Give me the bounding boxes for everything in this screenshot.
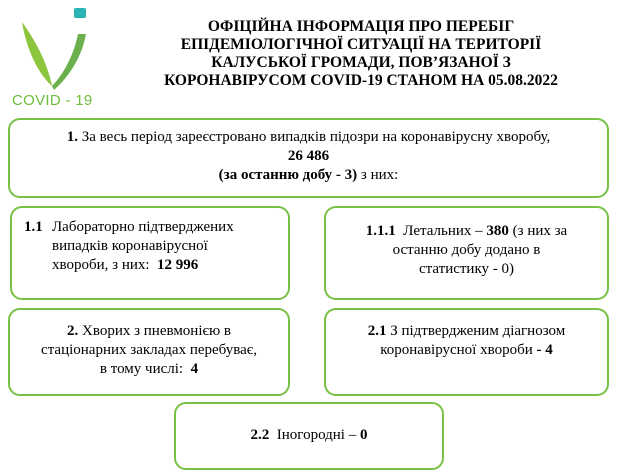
- confirmed-diagnosis-box: [324, 308, 609, 396]
- item-number: 1.1: [24, 219, 43, 235]
- of-them-text: з них:: [360, 167, 399, 183]
- lab-confirmed-text: [52, 218, 282, 275]
- text-line-label: хвороби, з них:: [52, 257, 150, 273]
- total-cases-box: [8, 118, 609, 198]
- deaths-box: [324, 206, 609, 300]
- item-number: 2.1: [367, 323, 387, 339]
- last-day-value: (за останню добу - 3): [218, 167, 358, 183]
- deaths-note: (з них за: [512, 223, 568, 239]
- deaths-label: Летальних –: [403, 223, 483, 239]
- title-line: ОФІЦІЙНА ІНФОРМАЦІЯ ПРО ПЕРЕБІГ: [207, 18, 515, 35]
- nonresident-value: 0: [359, 427, 368, 443]
- text-line-label: в тому числі:: [99, 361, 184, 377]
- total-cases-value: 26 486: [287, 148, 330, 164]
- item-number: 2.: [67, 323, 79, 339]
- lab-confirmed-value: 12 996: [157, 257, 199, 273]
- confirmed-diagnosis-value: - 4: [536, 342, 553, 358]
- title-line: ЕПІДЕМІОЛОГІЧНОЇ СИТУАЦІЇ НА ТЕРИТОРІЇ: [180, 36, 542, 53]
- text-line: стаціонарних закладах перебуває,: [41, 342, 257, 358]
- text-line: випадків коронавірусної: [52, 238, 208, 254]
- pneumonia-line: [10, 322, 288, 341]
- logo-text: COVID - 19: [12, 92, 93, 109]
- last-day-row: [10, 166, 607, 185]
- text-line: статистику - 0): [418, 261, 515, 277]
- title-line: КОРОНАВІРУСОМ COVID-19 СТАНОМ НА 05.08.2022: [164, 72, 558, 89]
- pneumonia-box: [8, 308, 290, 396]
- page-title: [112, 18, 610, 90]
- nonresident-label: Іногородні –: [276, 427, 357, 443]
- pneumonia-value: 4: [190, 361, 199, 377]
- text-line: З підтвердженим діагнозом: [390, 323, 566, 339]
- total-cases-text: За весь період зареєстровано випадків підозри на коронавірусну хворобу,: [81, 129, 551, 145]
- item-number: 1.1.1: [365, 223, 396, 239]
- title-line: КАЛУСЬКОЇ ГРОМАДИ, ПОВ’ЯЗАНОЇ З: [211, 54, 511, 71]
- v-logo-icon: [8, 4, 108, 94]
- pneumonia-value-row: [10, 360, 288, 379]
- nonresident-box: [174, 402, 444, 470]
- item-number: 1.: [66, 129, 78, 145]
- deaths-value: 380: [486, 223, 509, 239]
- nonresident-line: [176, 426, 442, 445]
- text-line: Лабораторно підтверджених: [52, 219, 234, 235]
- confirmed-diagnosis-line: [326, 322, 607, 341]
- total-cases-value-row: [10, 147, 607, 166]
- text-line: Хворих з пневмонією в: [82, 323, 231, 339]
- text-line: останню добу додано в: [392, 242, 541, 258]
- deaths-line: [334, 222, 599, 241]
- lab-confirmed-box: [10, 206, 290, 300]
- text-line: [52, 256, 282, 275]
- text-line-label: коронавірусної хвороби: [380, 342, 533, 358]
- total-cases-line: [10, 128, 607, 147]
- item-number: 2.2: [250, 427, 270, 443]
- confirmed-diagnosis-value-row: [326, 341, 607, 360]
